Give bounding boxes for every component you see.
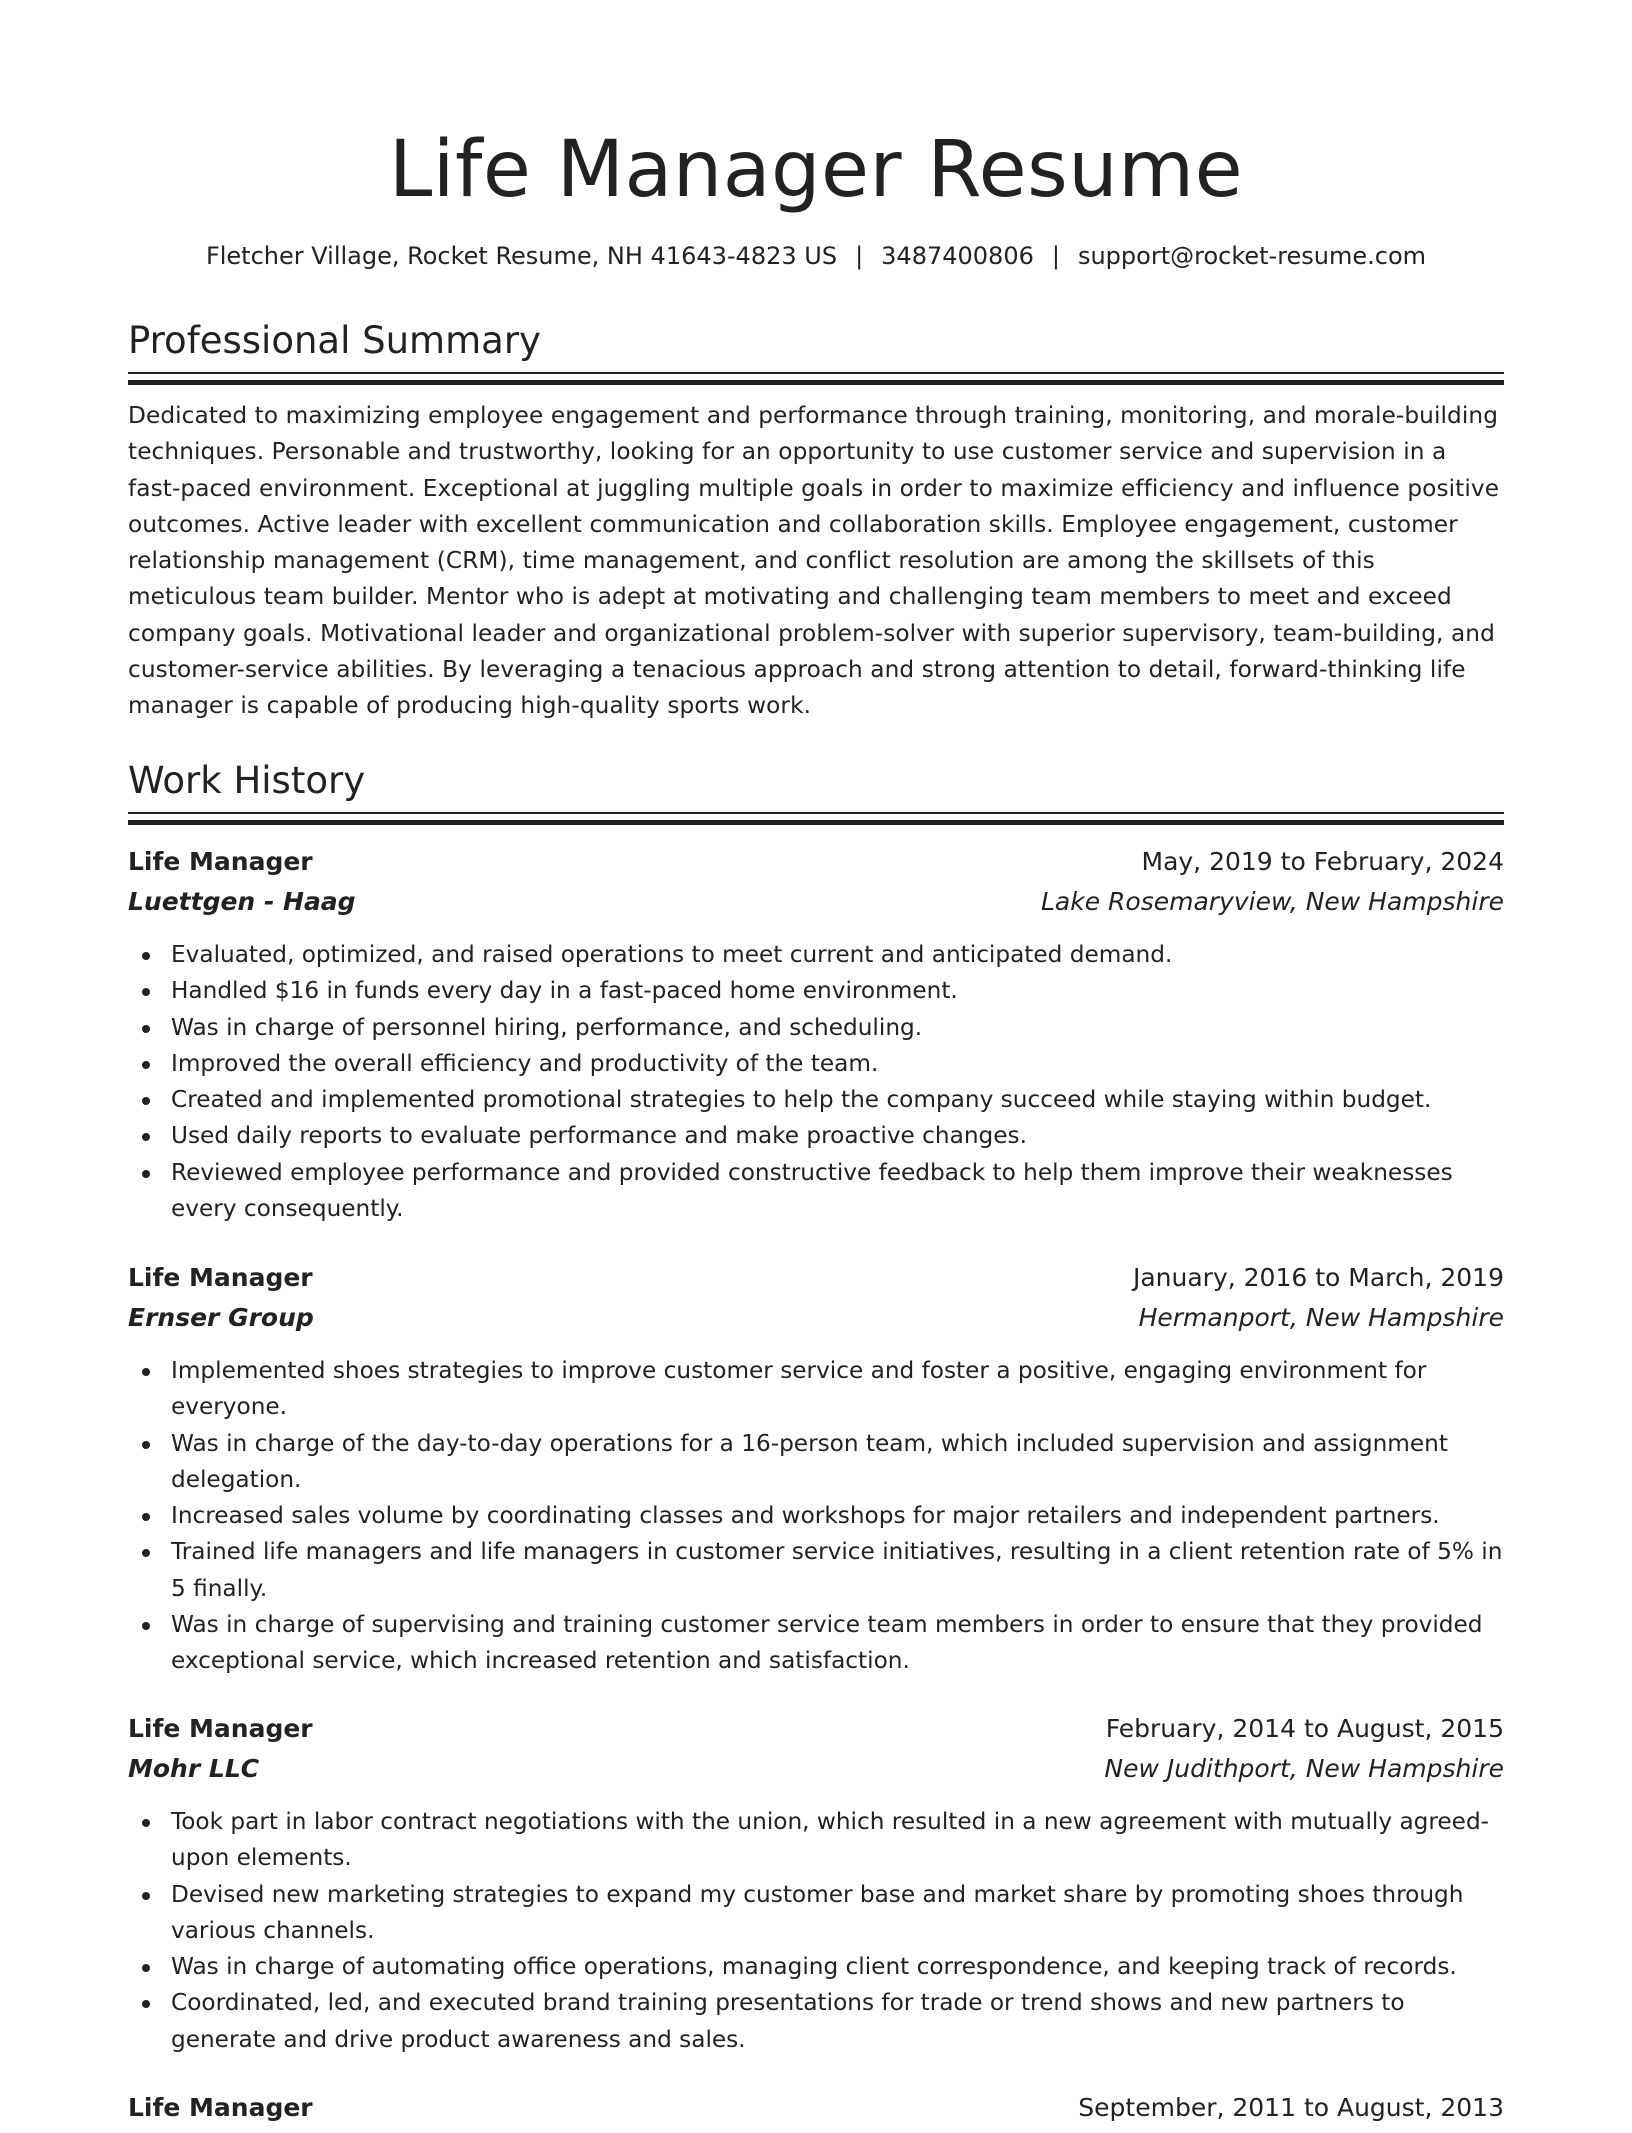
job-header-row (128, 2093, 1504, 2133)
job-bullet: Coordinated, led, and executed brand training presentations for trade or trend shows and new partners to generate and drive product awareness and sales. (128, 1985, 1504, 2058)
section-heading-work-history: Work History (128, 759, 366, 802)
job-bullet: Trained life managers and life managers in customer service initiatives, resulting in a client retention rate of 5% in 5 finally. (128, 1534, 1504, 1607)
job-bullet: Was in charge of automating office operations, managing client correspondence, and keeping track of records. (128, 1949, 1504, 1985)
job-location: Hermanport, New Hampshire (1138, 1303, 1504, 1332)
resume-title: Life Manager Resume (388, 125, 1244, 215)
job-bullet: Took part in labor contract negotiations with the union, which resulted in a new agreement with mutually agreed-upon elements. (128, 1804, 1504, 1877)
job-entry (128, 1263, 1504, 1680)
contact-separator: | (1051, 242, 1060, 270)
job-bullet: Evaluated, optimized, and raised operations to meet current and anticipated demand. (128, 937, 1504, 973)
contact-line (128, 238, 1504, 274)
contact-separator: | (855, 242, 864, 270)
job-bullet: Devised new marketing strategies to expand my customer base and market share by promoting shoes through various channels. (128, 1877, 1504, 1950)
job-header-row (128, 1714, 1504, 1754)
job-company-row (128, 1754, 1504, 1794)
job-bullet: Was in charge of supervising and training customer service team members in order to ensure that they provided exceptional service, which increased retention and satisfaction. (128, 1607, 1504, 1680)
job-bullet-list (128, 937, 1504, 1227)
work-history-section (128, 756, 1504, 824)
job-bullet: Increased sales volume by coordinating classes and workshops for major retailers and independent partners. (128, 1498, 1504, 1534)
job-company: Luettgen - Haag (128, 887, 356, 916)
job-location: Lake Rosemaryview, New Hampshire (1040, 887, 1504, 916)
job-entry (128, 2093, 1504, 2133)
job-bullet: Was in charge of the day-to-day operations for a 16-person team, which included supervision and assignment delegation. (128, 1426, 1504, 1499)
job-company: Mohr LLC (128, 1754, 260, 1783)
job-bullet-list (128, 1804, 1504, 2058)
job-bullet: Improved the overall efficiency and productivity of the team. (128, 1046, 1504, 1082)
job-company-row (128, 1303, 1504, 1343)
job-entry (128, 847, 1504, 1227)
job-bullet: Used daily reports to evaluate performance and make proactive changes. (128, 1118, 1504, 1154)
section-divider (128, 812, 1504, 824)
job-bullet: Was in charge of personnel hiring, performance, and scheduling. (128, 1010, 1504, 1046)
summary-text: Dedicated to maximizing employee engagement and performance through training, monitoring, and morale-building techniques. Personable and trustworthy, looking for an opportunity to use customer service and supervision in a fast-paced environment. Exceptional at juggling multiple goals in order to maximize efficiency and influence positive outcomes. Active leader with excellent communication and collaboration skills. Employee engagement, customer relationship management (CRM), time management, and conflict resolution are among the skillsets of this meticulous team builder. Mentor who is adept at motivating and challenging team members to meet and exceed company goals. Motivational leader and organizational problem-solver with superior supervisory, team-building, and customer-service abilities. By leveraging a tenacious approach and strong attention to detail, forward-thinking life manager is capable of producing high-quality sports work. (128, 402, 1500, 720)
section-divider (128, 372, 1504, 384)
job-header-row (128, 847, 1504, 887)
job-entry (128, 1714, 1504, 2058)
job-title: Life Manager (128, 1714, 313, 1743)
job-dates: September, 2011 to August, 2013 (1078, 2093, 1504, 2122)
job-title: Life Manager (128, 1263, 313, 1292)
job-title: Life Manager (128, 2093, 313, 2122)
job-location: New Judithport, New Hampshire (1104, 1754, 1504, 1783)
professional-summary-section (128, 316, 1504, 725)
job-dates: January, 2016 to March, 2019 (1132, 1263, 1504, 1292)
address: Fletcher Village, Rocket Resume, NH 41643-4823 US (205, 242, 838, 270)
job-dates: May, 2019 to February, 2024 (1141, 847, 1504, 876)
job-bullet: Implemented shoes strategies to improve customer service and foster a positive, engaging environment for everyone. (128, 1353, 1504, 1426)
email: support@rocket-resume.com (1077, 242, 1427, 270)
job-dates: February, 2014 to August, 2015 (1105, 1714, 1504, 1743)
job-title: Life Manager (128, 847, 313, 876)
job-bullet-list (128, 1353, 1504, 1680)
job-bullet: Handled $16 in funds every day in a fast-paced home environment. (128, 973, 1504, 1009)
job-bullet: Created and implemented promotional strategies to help the company succeed while staying within budget. (128, 1082, 1504, 1118)
section-heading-summary: Professional Summary (128, 319, 541, 362)
job-company-row (128, 887, 1504, 927)
job-company: Ernser Group (128, 1303, 314, 1332)
job-bullet: Reviewed employee performance and provided constructive feedback to help them improve their weaknesses every consequently. (128, 1155, 1504, 1228)
job-header-row (128, 1263, 1504, 1303)
phone: 3487400806 (881, 242, 1034, 270)
